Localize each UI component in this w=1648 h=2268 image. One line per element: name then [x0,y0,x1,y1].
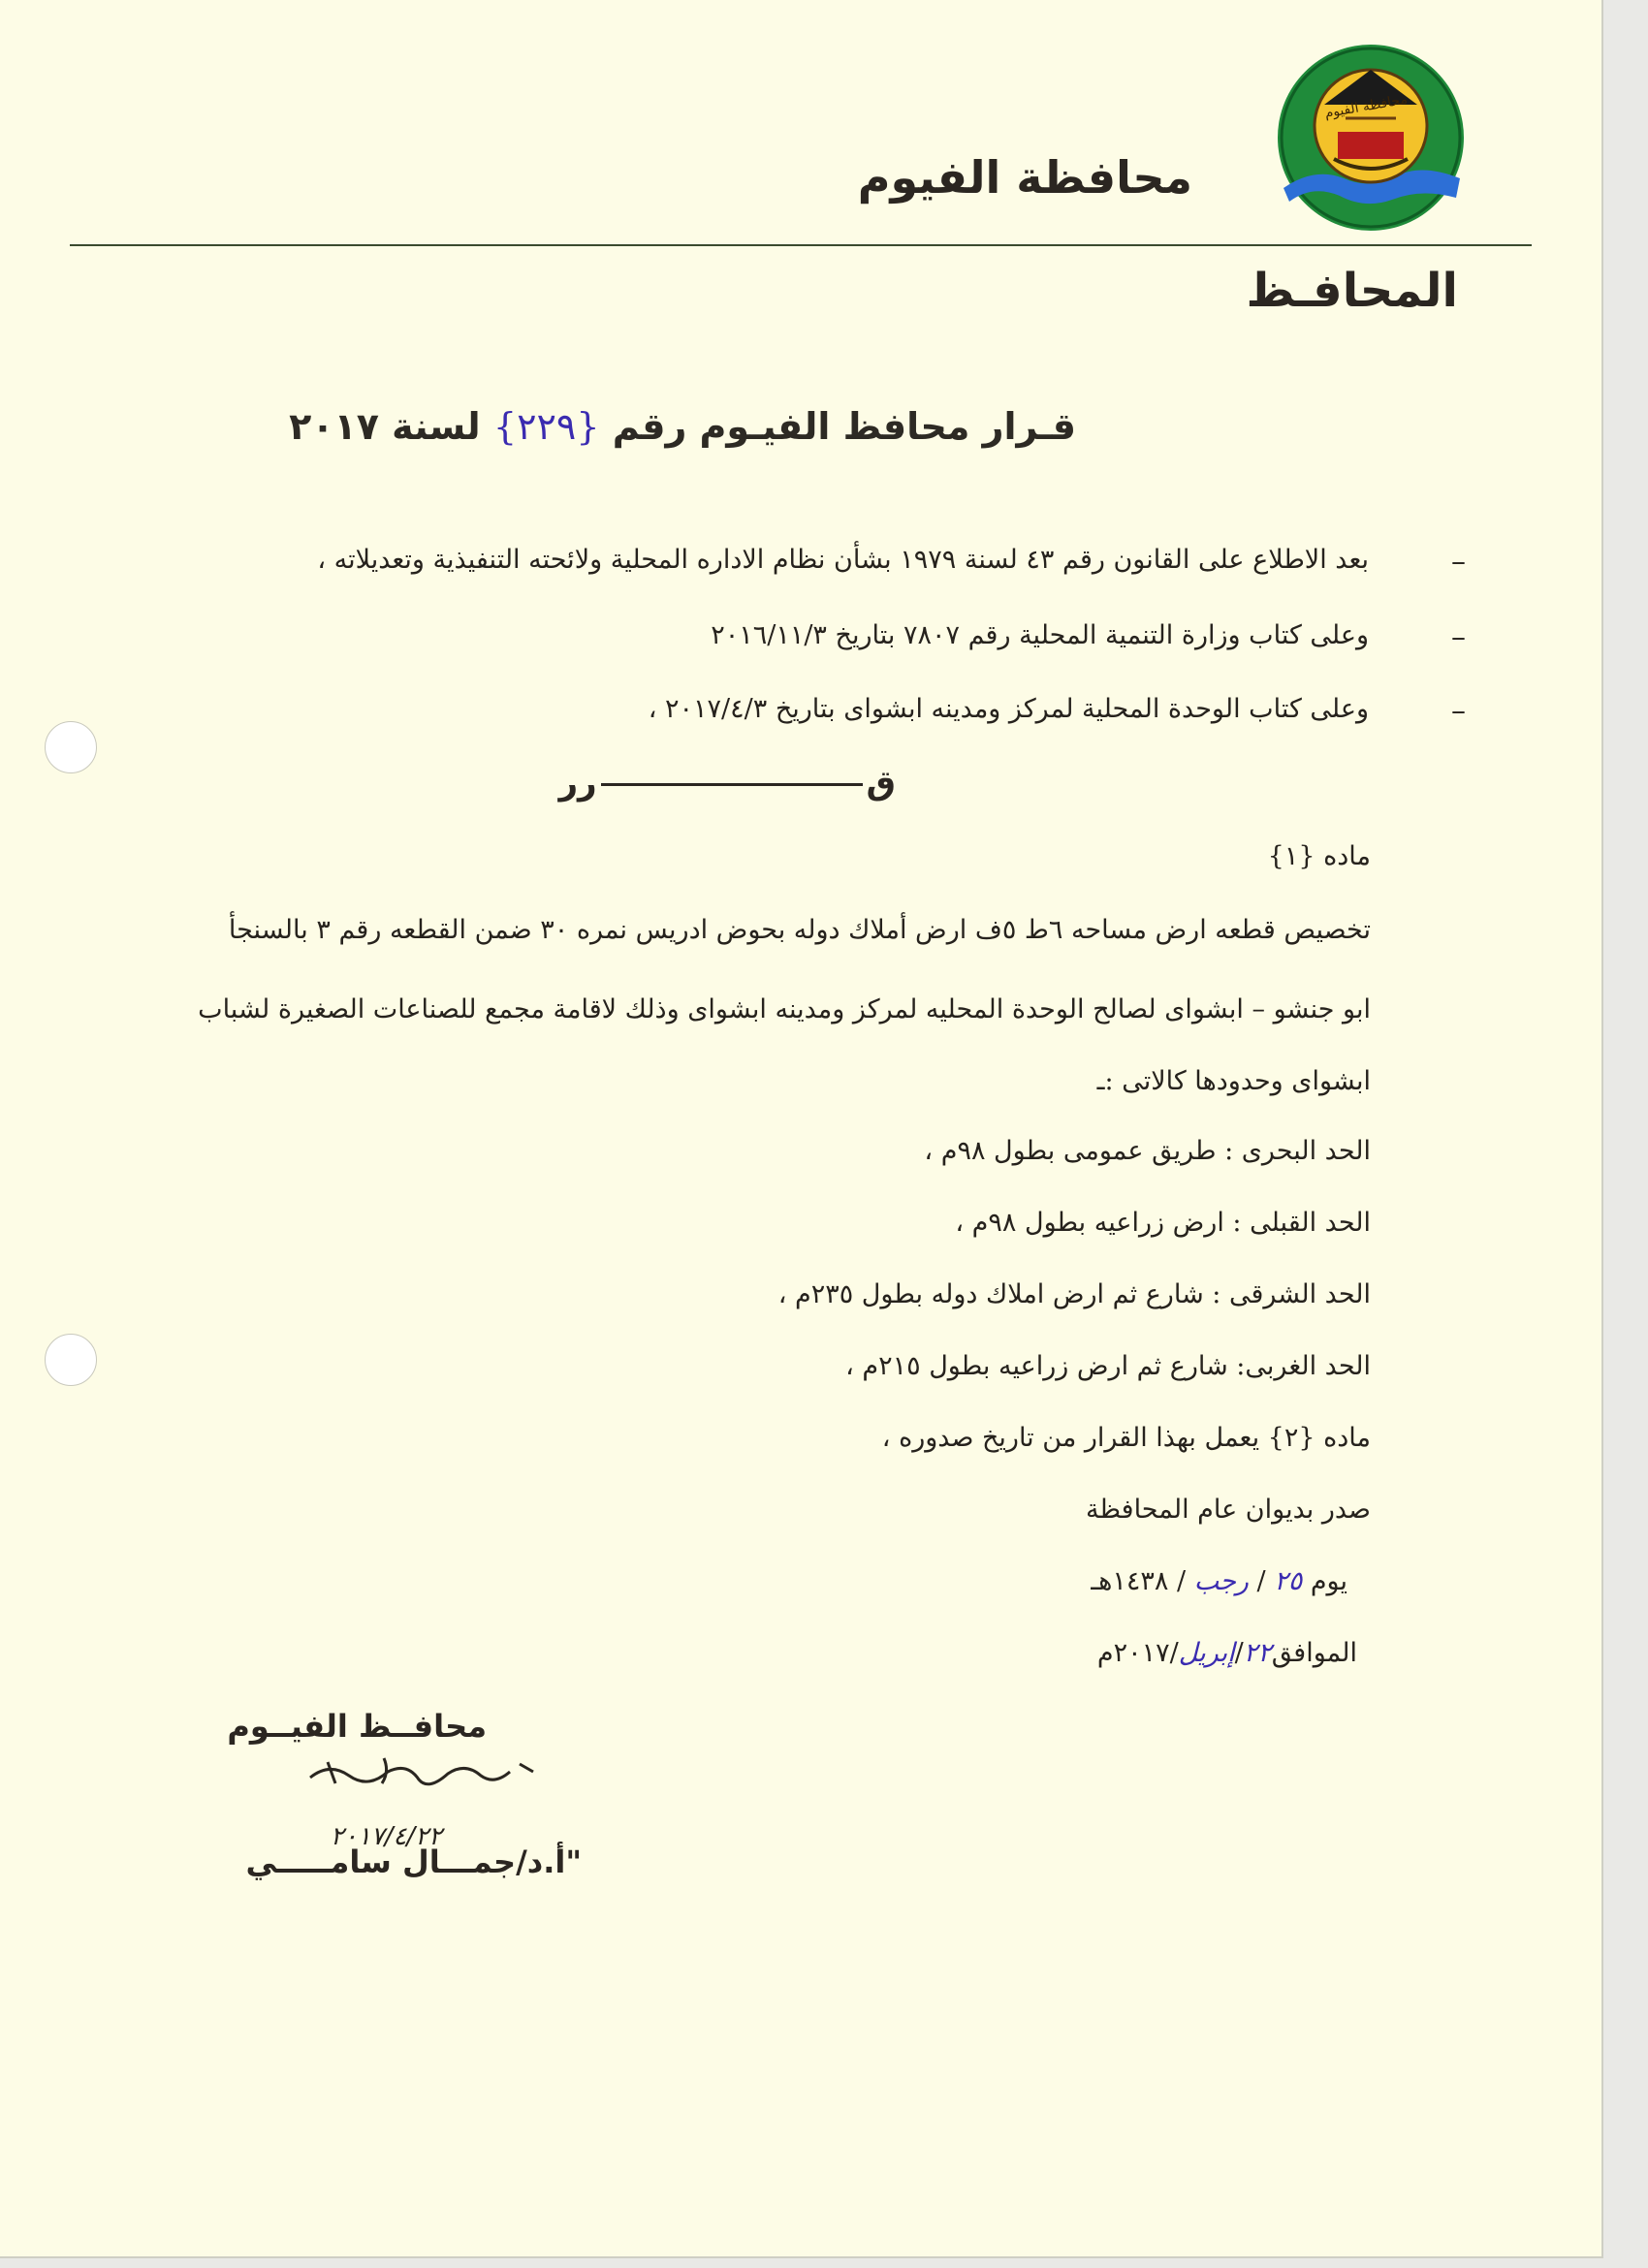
preamble-line-1: بعد الاطلاع على القانون رقم ٤٣ لسنة ١٩٧٩ بشأن نظام الاداره المحلية ولائحته التنفيذية وتعديلاته ، [317,545,1369,575]
hijri-date: يوم ٢٥ / رجب / ١٤٣٨هـ [1091,1566,1347,1596]
issued-statement: صدر بديوان عام المحافظة [1086,1495,1371,1525]
decision-heading-kashida [601,783,863,786]
signatory-title: محافــظ الفيــوم [227,1708,487,1745]
gregorian-date-prefix: الموافق [1271,1638,1357,1668]
bullet-dash-1: – [1451,545,1466,579]
hijri-day: ٢٥ [1274,1566,1303,1596]
bullet-dash-3: – [1451,694,1466,728]
gregorian-month: إبريل [1178,1638,1235,1668]
decision-heading-end: رر [558,764,597,803]
decree-year: لسنة ٢٠١٧ [289,405,481,448]
hijri-date-prefix: يوم [1310,1566,1347,1596]
article-1-line-1: تخصيص قطعه ارض مساحه ٦ط ٥ف ارض أملاك دوله بحوض ادريس نمره ٣٠ ضمن القطعه رقم ٣ بالسنجأ [228,915,1371,945]
signatory-name: "أ.د/جمـــال سامـــــي [245,1843,582,1880]
bullet-dash-2: – [1451,620,1466,654]
gregorian-year: ٢٠١٧م [1096,1638,1170,1668]
emblem-caption: محافظة الفيوم [1323,91,1410,122]
decree-title [289,405,1076,448]
preamble-line-3: وعلى كتاب الوحدة المحلية لمركز ومدينه ابشواى بتاريخ ٢٠١٧/٤/٣ ، [648,694,1369,724]
boundary-north: الحد البحرى : طريق عمومى بطول ٩٨م ، [924,1136,1371,1166]
punch-hole-lower [45,1334,97,1386]
header-divider [70,244,1532,246]
hijri-month: رجب [1193,1566,1249,1596]
article-1-heading: ماده {١} [1267,841,1371,871]
governorate-name: محافظة الفيوم [857,151,1192,204]
gregorian-date: الموافق٢٢/إبريل/٢٠١٧م [1096,1638,1357,1668]
decision-heading [558,764,896,803]
hijri-year: ١٤٣٨هـ [1091,1566,1169,1596]
decree-title-prefix: قـرار محافظ الفيـوم رقم [612,405,1076,448]
office-title: المحافـظ [1246,264,1458,318]
governorate-emblem [1276,43,1466,233]
decision-heading-start: ق [866,764,896,803]
article-1-line-2: ابو جنشو – ابشواى لصالح الوحدة المحليه لمركز ومدينه ابشواى وذلك لاقامة مجمع للصناعات الصغيرة لشباب [198,994,1371,1024]
handwritten-date: ٢٠١٧/٤/٢٢ [330,1822,442,1851]
punch-hole-upper [45,721,97,773]
article-1-line-3: ابشواى وحدودها كالاتى :ـ [1096,1066,1371,1096]
preamble-line-2: وعلى كتاب وزارة التنمية المحلية رقم ٧٨٠٧ بتاريخ ٢٠١٦/١١/٣ [711,620,1369,650]
boundary-east: الحد الشرقى : شارع ثم ارض املاك دوله بطول ٢٣٥م ، [777,1279,1371,1309]
decree-number: {٢٢٩} [492,405,600,448]
boundary-south: الحد القبلى : ارض زراعيه بطول ٩٨م ، [955,1208,1371,1238]
article-2: ماده {٢} يعمل بهذا القرار من تاريخ صدوره ، [881,1423,1371,1453]
boundary-west: الحد الغربى: شارع ثم ارض زراعيه بطول ٢١٥م ، [845,1351,1371,1381]
gregorian-day: ٢٢ [1243,1638,1272,1668]
